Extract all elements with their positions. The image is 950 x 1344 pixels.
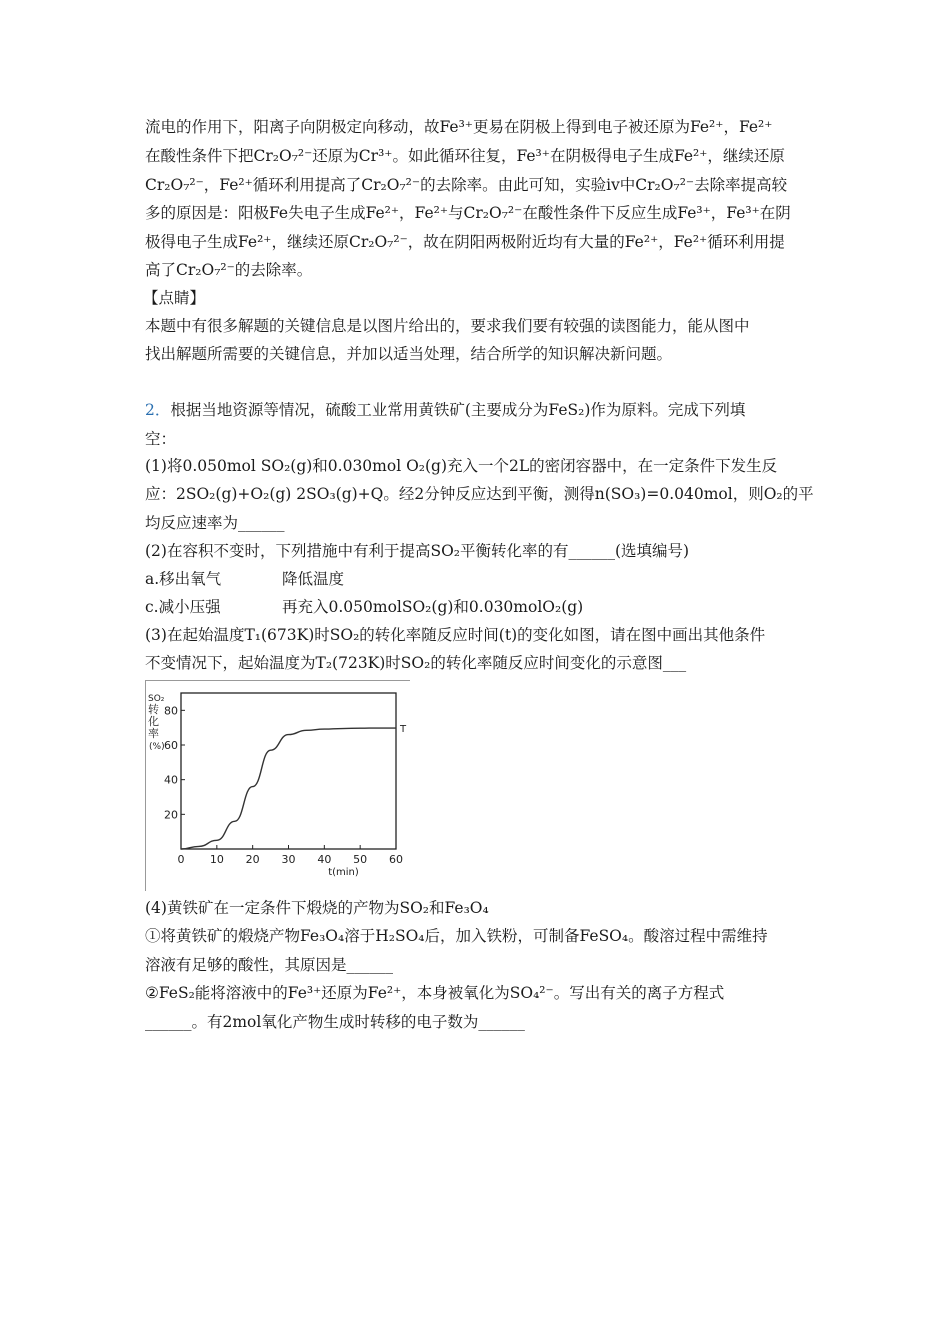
x-tick-label: 60: [389, 853, 403, 866]
conversion-chart: [145, 680, 410, 891]
series-line: [181, 728, 396, 849]
x-tick-label: 40: [317, 853, 332, 866]
y-axis-label: 率: [148, 727, 159, 740]
option-d: 再充入0.050molSO₂(g)和0.030molO₂(g): [282, 598, 584, 616]
text-line: Cr₂O₇²⁻，Fe²⁺循环利用提高了Cr₂O₇²⁻的去除率。由此可知，实验ⅳ中Cr₂O₇²⁻去除率提高较: [145, 176, 788, 194]
y-axis-label: 转: [148, 703, 159, 716]
x-tick-label: 50: [353, 853, 368, 866]
text-line: 均反应速率为______: [145, 514, 285, 532]
option-a: a.移出氧气: [145, 570, 222, 588]
text-line: (2)在容积不变时，下列措施中有利于提高SO₂平衡转化率的有______(选填编号): [145, 542, 690, 560]
y-tick-label: 80: [164, 704, 178, 718]
question-title: [145, 399, 745, 421]
plot-frame: [181, 693, 396, 849]
y-axis-label: SO₂: [148, 694, 165, 704]
text-line: ②FeS₂能将溶液中的Fe³⁺还原为Fe²⁺，本身被氧化为SO₄²⁻。写出有关的离子方程式: [145, 984, 725, 1002]
x-tick-label: 10: [209, 853, 224, 866]
text-line: 空：: [145, 430, 177, 448]
y-axis-label: (%): [149, 742, 165, 752]
text-line: 应：2SO₂(g)+O₂(g) 2SO₃(g)+Q。经2分钟反应达到平衡，测得n(SO₃)=0.040mol，则O₂的平: [145, 485, 814, 503]
x-tick-label: 30: [281, 853, 296, 866]
text-line: 在酸性条件下把Cr₂O₇²⁻还原为Cr³⁺。如此循环往复，Fe³⁺在阴极得电子生成Fe²⁺，继续还原: [145, 147, 785, 165]
y-tick-label: 40: [164, 773, 178, 787]
question-title-text: 根据当地资源等情况，硫酸工业常用黄铁矿(主要成分为FeS₂)作为原料。完成下列填: [170, 401, 746, 419]
chart-svg: [146, 681, 410, 891]
text-line: 多的原因是：阳极Fe失电子生成Fe²⁺，Fe²⁺与Cr₂O₇²⁻在酸性条件下反应生成Fe³⁺，Fe³⁺在阴: [145, 204, 791, 222]
text-line: 溶液有足够的酸性，其原因是______: [145, 956, 394, 974]
text-line: 极得电子生成Fe²⁺，继续还原Cr₂O₇²⁻，故在阴阳两极附近均有大量的Fe²⁺，Fe²⁺循环利用提: [145, 233, 785, 251]
text-line: (1)将0.050mol SO₂(g)和0.030mol O₂(g)充入一个2L的密闭容器中，在一定条件下发生反: [145, 457, 778, 475]
text-line: (4)黄铁矿在一定条件下煅烧的产物为SO₂和Fe₃O₄: [145, 899, 489, 917]
text-line: 不变情况下，起始温度为T₂(723K)时SO₂的转化率随反应时间变化的示意图___: [145, 654, 687, 672]
question-number: 2．: [145, 401, 171, 419]
x-axis-label: t(min): [328, 867, 359, 878]
option-b: 降低温度: [282, 570, 345, 588]
text-line: ①将黄铁矿的煅烧产物Fe₃O₄溶于H₂SO₄后，加入铁粉，可制备FeSO₄。酸溶过程中需维持: [145, 927, 768, 945]
text-line: (3)在起始温度T₁(673K)时SO₂的转化率随反应时间(t)的变化如图，请在图中画出其他条件: [145, 626, 766, 644]
y-tick-label: 20: [164, 808, 178, 822]
x-tick-label: 20: [245, 853, 260, 866]
y-tick-label: 60: [164, 739, 178, 752]
section-heading-dianjing: 【点睛】: [143, 289, 206, 307]
text-line: 流电的作用下，阳离子向阴极定向移动，故Fe³⁺更易在阴极上得到电子被还原为Fe²⁺，Fe²⁺: [145, 118, 773, 136]
text-line: 高了Cr₂O₇²⁻的去除率。: [145, 261, 313, 279]
text-line: 本题中有很多解题的关键信息是以图片给出的，要求我们要有较强的读图能力，能从图中: [145, 317, 750, 335]
text-line: ______。有2mol氧化产物生成时转移的电子数为______: [145, 1013, 525, 1031]
x-tick-label: 0: [177, 853, 185, 866]
text-line: 找出解题所需要的关键信息，并加以适当处理，结合所学的知识解决新问题。: [145, 345, 673, 363]
y-axis-label: 化: [148, 715, 159, 728]
option-c: c.减小压强: [145, 598, 221, 616]
series-label: T: [400, 724, 407, 736]
